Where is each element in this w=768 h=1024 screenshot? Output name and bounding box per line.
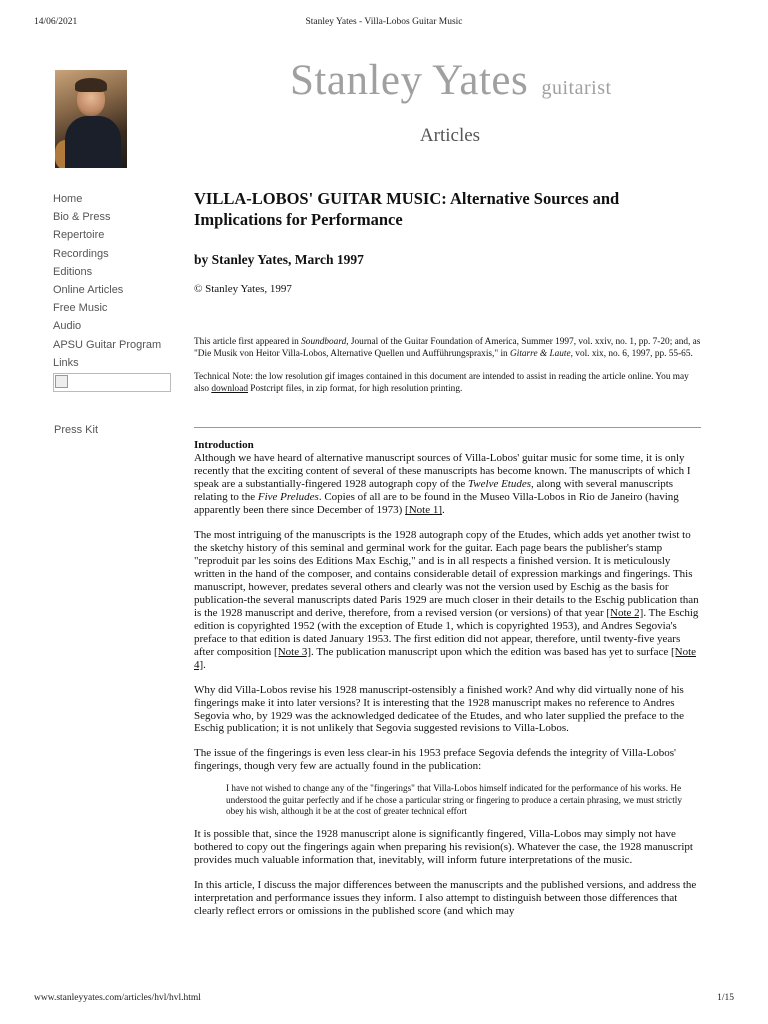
print-date: 14/06/2021 [34, 17, 78, 27]
journal-title: Gitarre & Laute [510, 348, 571, 359]
article-main [194, 188, 701, 918]
work-title: Five Preludes [257, 491, 319, 504]
nav-item-repertoire[interactable]: Repertoire [53, 229, 105, 242]
para-text: , along with several manuscripts relating to the [194, 478, 674, 504]
note-text: , Journal of the Guitar Foundation of America, Summer 1997, vol. xxiv, no. 1, pp. 7-20; and, as "Die Musik von Heitor Villa-Lobos, Alternative Quellen und Aufführungspraxis," in [194, 337, 701, 359]
article-byline: by Stanley Yates, March 1997 [194, 252, 364, 267]
site-name: Stanley Yates [290, 57, 529, 104]
section-label: Articles [419, 125, 481, 146]
paragraph-5: It is possible that, since the 1928 manuscript alone is significantly fingered, Villa-Lobos may simply not have bothered to copy out the fingerings again when preparing his revision(s). Whatever the case, the 1928 manuscript provides much valuable information that, inevitably, will inform future interpretations of the music. [194, 827, 693, 866]
portrait-photo [55, 70, 127, 168]
nav-item-bio-press[interactable]: Bio & Press [53, 211, 111, 224]
site-suffix: guitarist [541, 77, 612, 99]
divider [194, 427, 701, 428]
paragraph-3: Why did Villa-Lobos revise his 1928 manuscript-ostensibly a finished work? And why did virtually none of his fingerings make it into later versions? It is interesting that the 1928 manuscript makes no reference to Andres Segovia who, by 1929 was the acknowledged dedicatee of the Etudes, and who later supplied the preface to the Eschig publication; it is not unlikely that Segovia suggested revisions to Villa-Lobos. [194, 683, 684, 735]
article-copyright: © Stanley Yates, 1997 [194, 283, 292, 295]
technical-note [194, 372, 701, 395]
note-4-link[interactable]: [Note 4] [194, 645, 697, 671]
para-text: . [203, 658, 206, 671]
para-text: The most intriguing of the manuscripts is the 1928 autograph copy of the Etudes, which adds yet another twist to the sketchy history of this seminal and germinal work for the guitar. Each page bears the publisher's stamp "reproduit par les soins des Editions Max Eschig," and is in all respects a finished version. It is meticulously written in the hand of the composer, and contains considerable detail of expression markings and fingerings. This manuscript, however, predates several others and clearly was not the version used by Eschig as the basis for publication-the several manuscripts dated Paris 1929 are much closer in their details to the Eschig publication than is the 1928 manuscript and derive, therefore, from a revised version (or versions) of that year [194, 529, 699, 619]
download-link[interactable]: download [211, 383, 248, 394]
paragraph-4: The issue of the fingerings is even less clear-in his 1953 preface Segovia defends the integrity of Villa-Lobos' fingerings, though very few are actually found in the publication: [194, 747, 677, 773]
nav-item-audio[interactable]: Audio [53, 320, 82, 333]
paragraph-2 [194, 529, 701, 671]
section-title [0, 125, 768, 147]
site-title [290, 56, 612, 105]
note-1-link[interactable]: [Note 1] [405, 504, 443, 517]
intro-heading: Introduction [194, 439, 254, 452]
article-title: VILLA-LOBOS' GUITAR MUSIC: Alternative Sources and Implications for Performance [194, 189, 620, 229]
para-text: . The Eschig edition is copyrighted 1952 (with the exception of Etude 1, which is copyrighted 1953), and Andres Segovia's preface to that edition is dated January 1953. The first edition did not appear, therefore, until twenty-five years after composition [194, 606, 699, 658]
nav-item-apsu-guitar-program[interactable]: APSU Guitar Program [53, 338, 162, 351]
para-text: . The publication manuscript upon which the edition was based has yet to surface [311, 645, 671, 658]
note-text: This article first appeared in [194, 337, 302, 347]
print-page-number: 1/15 [717, 993, 734, 1003]
para-text: . Copies of all are to be found in the Museo Villa-Lobos in Rio de Janeiro (having apparently been there since December of 1973) [194, 491, 679, 517]
broken-image-banner[interactable] [53, 373, 171, 392]
portrait-hair [75, 78, 107, 92]
note-text: Technical Note: the low resolution gif images contained in this document are intended to assist in reading the article online. You may also [194, 372, 689, 394]
note-text: , vol. xix, no. 6, 1997, pp. 55-65. [570, 348, 693, 359]
para-text: Although we have heard of alternative manuscript sources of Villa-Lobos' guitar music for some time, it is only recently that the exciting content of several of these manuscripts has become known. The manuscripts of which I speak are a substantially-fingered 1928 autograph copy of the [194, 452, 691, 491]
segovia-quote: I have not wished to change any of the "fingerings" that Villa-Lobos himself indicated for the performance of his works. He understood the guitar perfectly and if he chose a particular string or fingering to produce a certain phrasing, we must strictly obey his wish, although it be at the cost of greater technical effort [226, 783, 682, 817]
paragraph-6: In this article, I discuss the major differences between the manuscripts and the published versions, and address the interpretation and performance issues they inform. I also attempt to distinguish between those differences that clearly reflect errors or omissions in the published score (and which may [194, 878, 697, 917]
note-2-link[interactable]: [Note 2] [606, 606, 644, 619]
journal-title: Soundboard [301, 337, 347, 347]
nav-item-recordings[interactable]: Recordings [53, 247, 109, 260]
nav-item-editions[interactable]: Editions [53, 265, 93, 278]
nav-item-links[interactable]: Links [53, 356, 79, 369]
paragraph-1 [194, 452, 701, 517]
nav-item-free-music[interactable]: Free Music [53, 302, 108, 315]
para-text: . [442, 504, 445, 517]
print-page-title: Stanley Yates - Villa-Lobos Guitar Music [305, 17, 463, 27]
broken-image-icon [55, 375, 68, 388]
work-title: Twelve Etudes [468, 478, 532, 491]
nav-item-online-articles[interactable]: Online Articles [53, 283, 124, 296]
first-appeared-note [194, 337, 701, 360]
note-text: Postcript files, in zip format, for high resolution printing. [247, 383, 463, 394]
sidebar-nav [53, 190, 178, 392]
note-3-link[interactable]: [Note 3] [274, 645, 312, 658]
print-url: www.stanleyyates.com/articles/hvl/hvl.html [34, 993, 201, 1003]
nav-item-home[interactable]: Home [53, 193, 83, 205]
nav-item-press-kit[interactable]: Press Kit [54, 424, 99, 436]
